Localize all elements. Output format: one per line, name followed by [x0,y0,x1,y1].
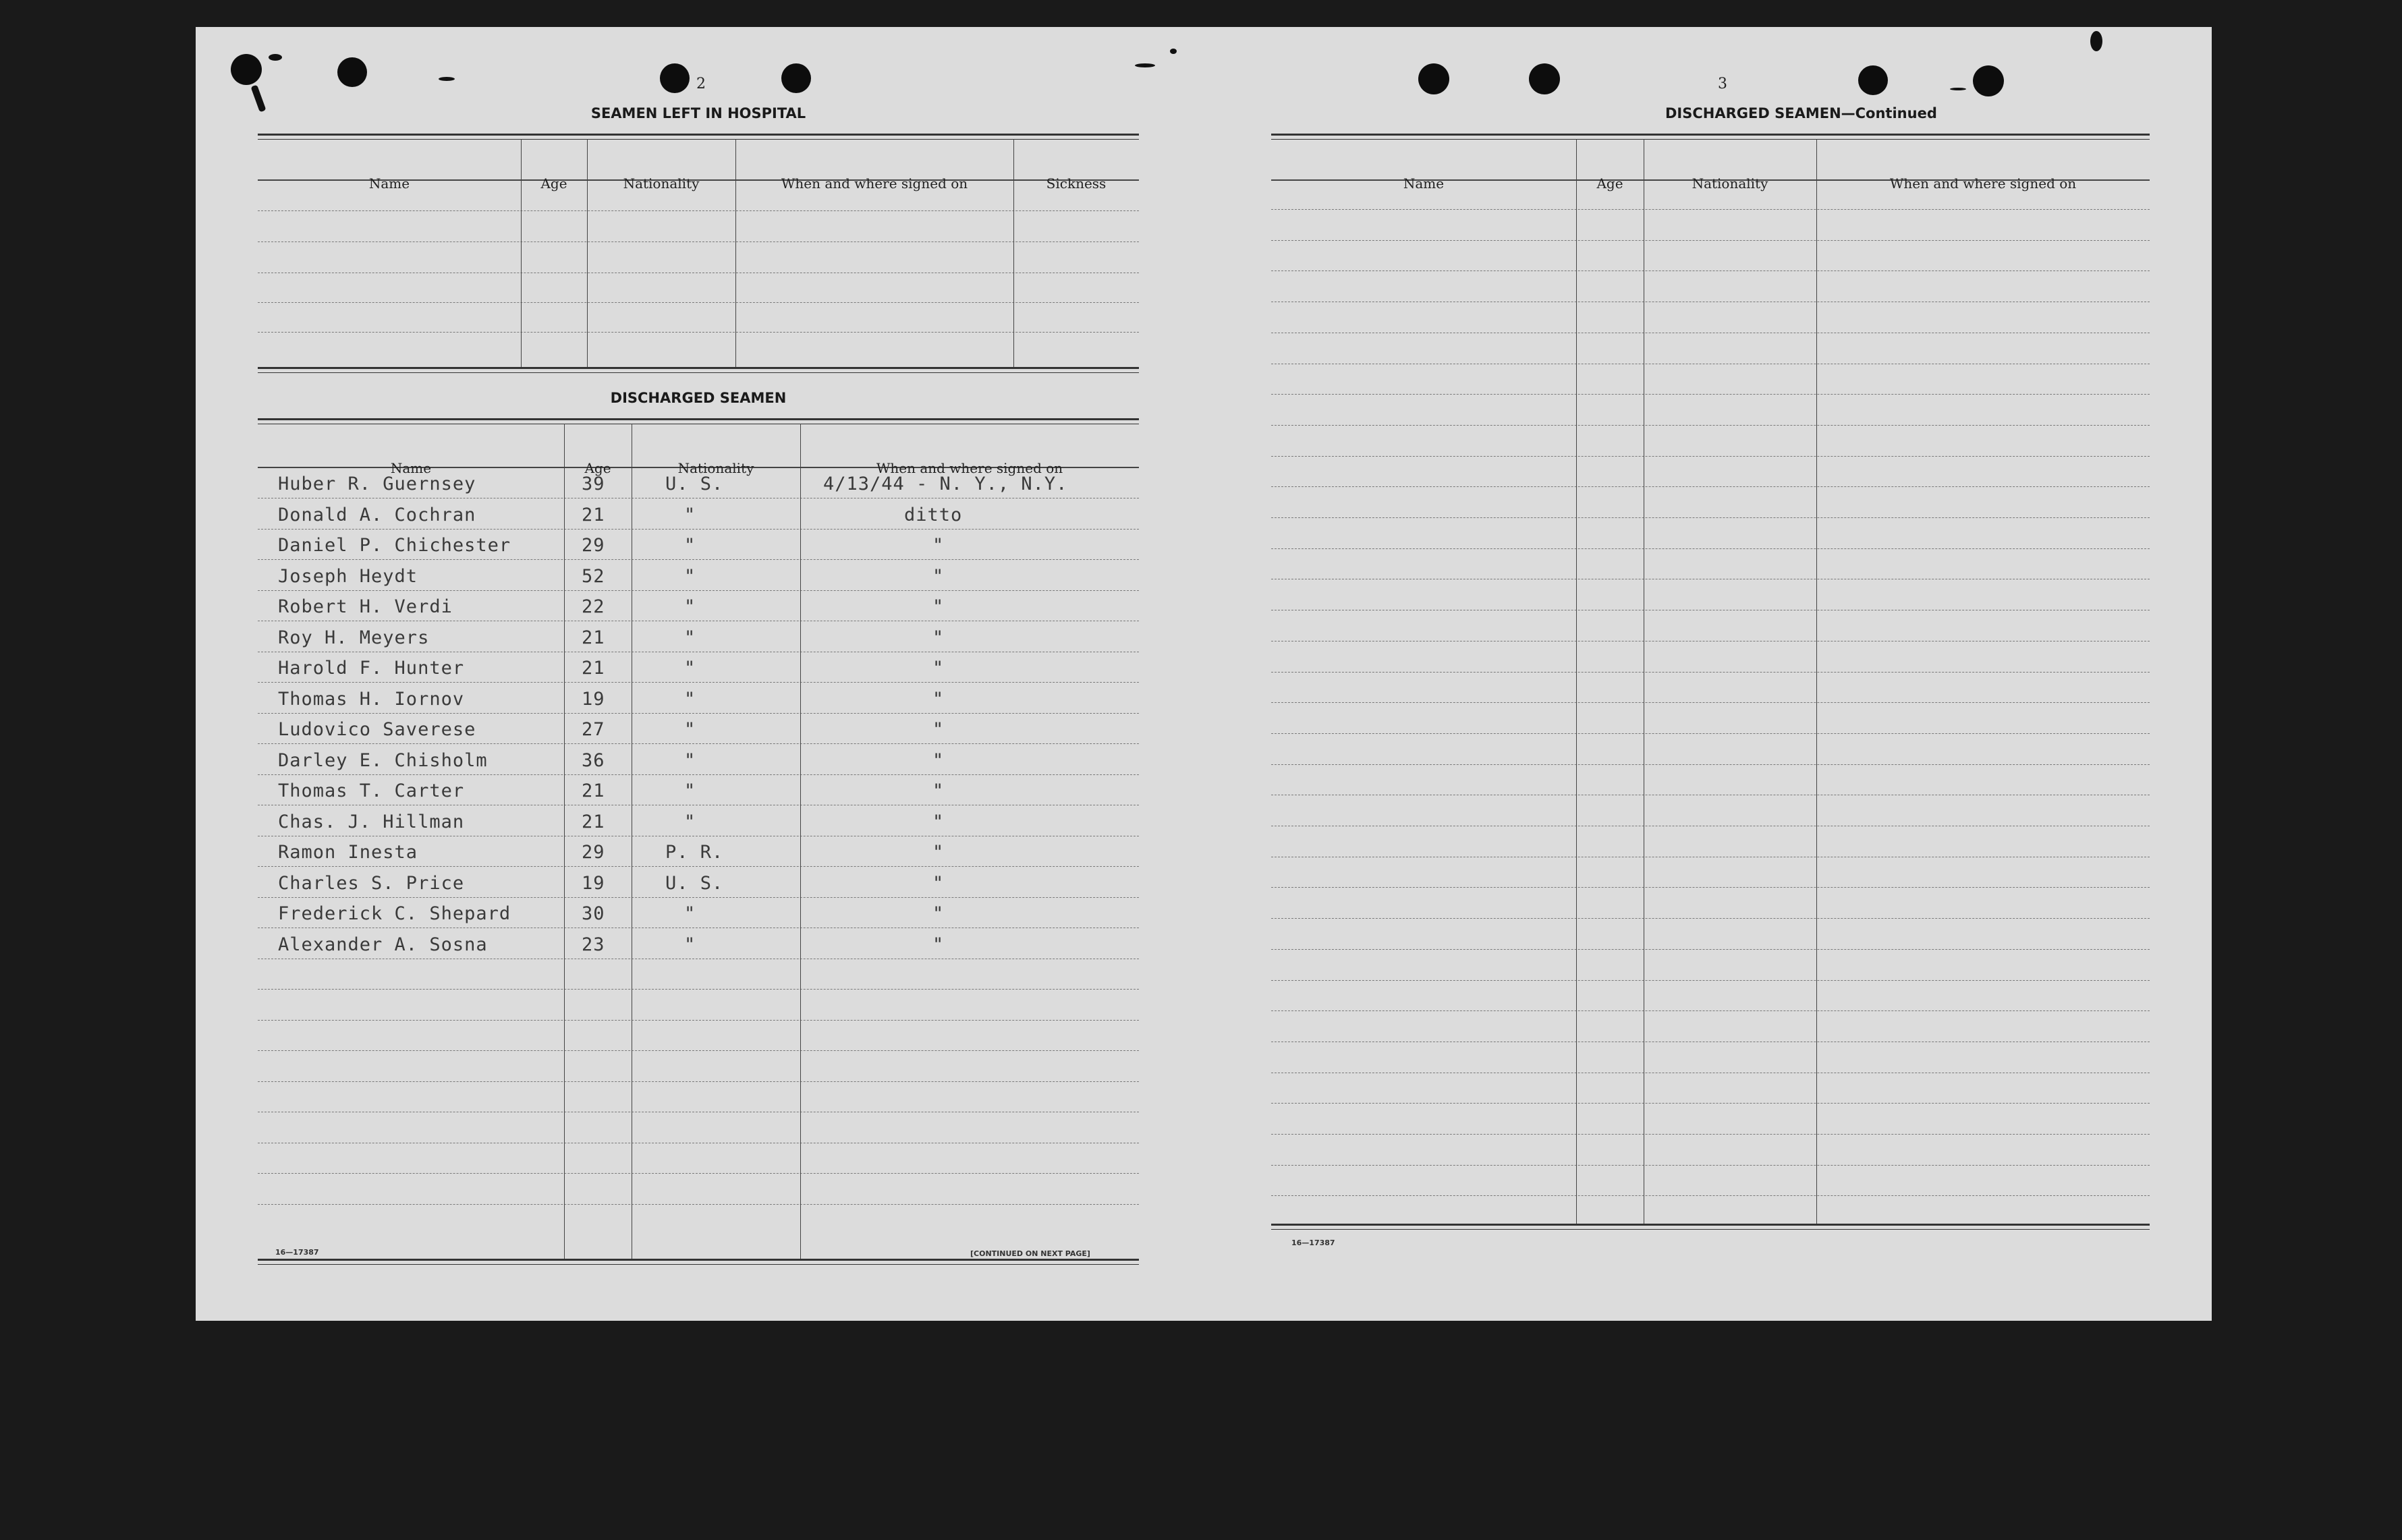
row-rule [1271,733,2150,734]
punch-hole [231,54,262,85]
seaman-nationality: " [684,627,696,648]
table-top-rule [258,418,1139,424]
punch-hole [1418,63,1449,94]
row-rule [258,774,1139,775]
seaman-signed-on: " [932,811,945,832]
row-rule [1271,394,2150,395]
row-rule [1271,517,2150,518]
seaman-nationality: P. R. [665,842,724,863]
seaman-name: Harold F. Hunter [278,658,465,679]
seaman-name: Huber R. Guernsey [278,474,476,494]
seaman-age: 36 [582,749,605,771]
seaman-nationality: " [684,504,696,525]
column-header-signed-on: When and where signed on [1889,175,2077,192]
row-rule [1271,1165,2150,1166]
form-number: 16—17387 [275,1248,319,1257]
punch-hole [1973,65,2004,96]
row-rule [1271,702,2150,703]
seaman-name: Ludovico Saverese [278,719,476,740]
seaman-age: 21 [582,811,605,832]
discharged-table [258,418,1139,1268]
ink-speck [1950,88,1966,90]
punch-hole [337,57,367,87]
seaman-signed-on: " [932,719,945,740]
table-bottom-rule [258,1259,1139,1265]
seaman-age: 21 [582,504,605,525]
seaman-name: Ramon Inesta [278,842,418,863]
seaman-name: Joseph Heydt [278,565,418,587]
column-divider [1013,139,1014,367]
punch-hole [660,63,690,93]
seaman-nationality: " [684,749,696,771]
row-rule [258,897,1139,898]
row-rule [258,559,1139,560]
seaman-age: 29 [582,535,605,556]
column-header-name: Name [1403,175,1445,192]
row-rule [258,1020,1139,1021]
seaman-nationality: U. S. [665,872,724,894]
row-rule [258,713,1139,714]
column-header-age: Age [540,175,567,192]
row-rule [258,743,1139,744]
column-divider [800,424,801,1259]
seaman-age: 21 [582,627,605,648]
seaman-name: Thomas T. Carter [278,780,465,801]
seaman-name: Alexander A. Sosna [278,934,488,955]
row-rule [1271,486,2150,487]
seaman-signed-on: " [932,780,945,801]
seaman-signed-on: " [932,565,945,587]
row-rule [1271,1134,2150,1135]
seaman-name: Frederick C. Shepard [278,903,511,924]
seaman-signed-on: " [932,596,945,617]
column-header-nationality: Nationality [1692,175,1768,192]
punch-hole [1858,65,1888,95]
seaman-age: 19 [582,872,605,894]
seaman-age: 23 [582,934,605,955]
punch-hole [781,63,811,93]
row-rule [258,1081,1139,1082]
discharged-section-title: DISCHARGED SEAMEN [610,390,787,406]
hospital-table [258,134,1139,401]
form-number: 16—17387 [1291,1238,1335,1247]
column-header-name: Name [368,175,410,192]
seaman-name: Roy H. Meyers [278,627,430,648]
discharged-continued-table [1271,134,2150,1261]
row-rule [1271,1010,2150,1011]
row-rule [1271,980,2150,981]
row-rule [1271,425,2150,426]
seaman-nationality: " [684,658,696,679]
row-rule [1271,672,2150,673]
page-number: 2 [696,76,706,92]
row-rule [258,1173,1139,1174]
column-divider [1816,139,1817,1224]
ink-speck [439,77,455,81]
row-rule [1271,918,2150,919]
seaman-signed-on: " [932,658,945,679]
column-header-signed-on: When and where signed on [781,175,968,192]
row-rule [1271,764,2150,765]
table-top-rule [1271,134,2150,140]
seaman-signed-on: ditto [904,504,963,525]
seaman-nationality: " [684,565,696,587]
seaman-name: Donald A. Cochran [278,504,476,525]
column-header-age: Age [584,460,611,476]
column-header-nationality: Nationality [623,175,700,192]
row-rule [258,529,1139,530]
column-header-nationality: Nationality [677,460,754,476]
ink-speck [1170,49,1177,54]
row-rule [1271,1195,2150,1196]
seaman-age: 19 [582,688,605,710]
row-rule [258,590,1139,591]
seaman-nationality: " [684,780,696,801]
table-top-rule [258,134,1139,140]
seaman-nationality: " [684,535,696,556]
seaman-nationality: U. S. [665,474,724,494]
ink-speck [1135,63,1155,67]
seaman-age: 52 [582,565,605,587]
seaman-signed-on: " [932,688,945,710]
seaman-signed-on: " [932,872,945,894]
seaman-signed-on: " [932,903,945,924]
row-rule [1271,548,2150,549]
hospital-section-title: SEAMEN LEFT IN HOSPITAL [590,105,806,121]
ink-speck [2090,31,2102,51]
seaman-signed-on: " [932,627,945,648]
discharged-continued-title: DISCHARGED SEAMEN—Continued [1665,105,1937,121]
seaman-signed-on: " [932,842,945,863]
row-rule [258,332,1139,333]
seaman-name: Chas. J. Hillman [278,811,465,832]
column-divider [564,424,565,1259]
seaman-age: 22 [582,596,605,617]
row-rule [1271,456,2150,457]
seaman-age: 29 [582,842,605,863]
seaman-nationality: " [684,688,696,710]
seaman-name: Charles S. Price [278,872,465,894]
row-rule [258,302,1139,303]
seaman-age: 30 [582,903,605,924]
column-header-signed-on: When and where signed on [876,460,1063,476]
column-divider [587,139,588,367]
row-rule [258,210,1139,211]
seaman-age: 21 [582,780,605,801]
row-rule [1271,240,2150,241]
column-divider [521,139,522,367]
row-rule [1271,887,2150,888]
seaman-nationality: " [684,811,696,832]
column-divider [735,139,736,367]
row-rule [258,1204,1139,1205]
seaman-age: 27 [582,719,605,740]
seaman-signed-on: " [932,934,945,955]
row-rule [1271,949,2150,950]
row-rule [1271,270,2150,271]
microfilm-page-scan [196,27,2212,1321]
continued-note: [CONTINUED ON NEXT PAGE] [970,1249,1090,1258]
column-header-age: Age [1596,175,1623,192]
seaman-nationality: " [684,903,696,924]
row-rule [258,682,1139,683]
row-rule [258,241,1139,242]
table-bottom-rule [258,367,1139,373]
seaman-name: Daniel P. Chichester [278,535,511,556]
seaman-nationality: " [684,596,696,617]
table-bottom-rule [1271,1224,2150,1230]
column-divider [1576,139,1577,1224]
row-rule [258,866,1139,867]
seaman-name: Robert H. Verdi [278,596,453,617]
seaman-name: Thomas H. Iornov [278,688,465,710]
seaman-nationality: " [684,719,696,740]
ink-speck [269,54,282,61]
seaman-nationality: " [684,934,696,955]
row-rule [1271,1103,2150,1104]
row-rule [1271,209,2150,210]
seaman-signed-on: " [932,535,945,556]
row-rule [258,989,1139,990]
seaman-age: 39 [582,474,605,494]
row-rule [258,1050,1139,1051]
seaman-signed-on: " [932,749,945,771]
seaman-age: 21 [582,658,605,679]
page-number: 3 [1718,76,1727,92]
punch-hole [1529,63,1560,94]
seaman-name: Darley E. Chisholm [278,749,488,771]
seaman-signed-on: 4/13/44 - N. Y., N.Y. [823,474,1068,494]
column-header-name: Name [390,460,432,476]
column-header-sickness: Sickness [1046,175,1107,192]
